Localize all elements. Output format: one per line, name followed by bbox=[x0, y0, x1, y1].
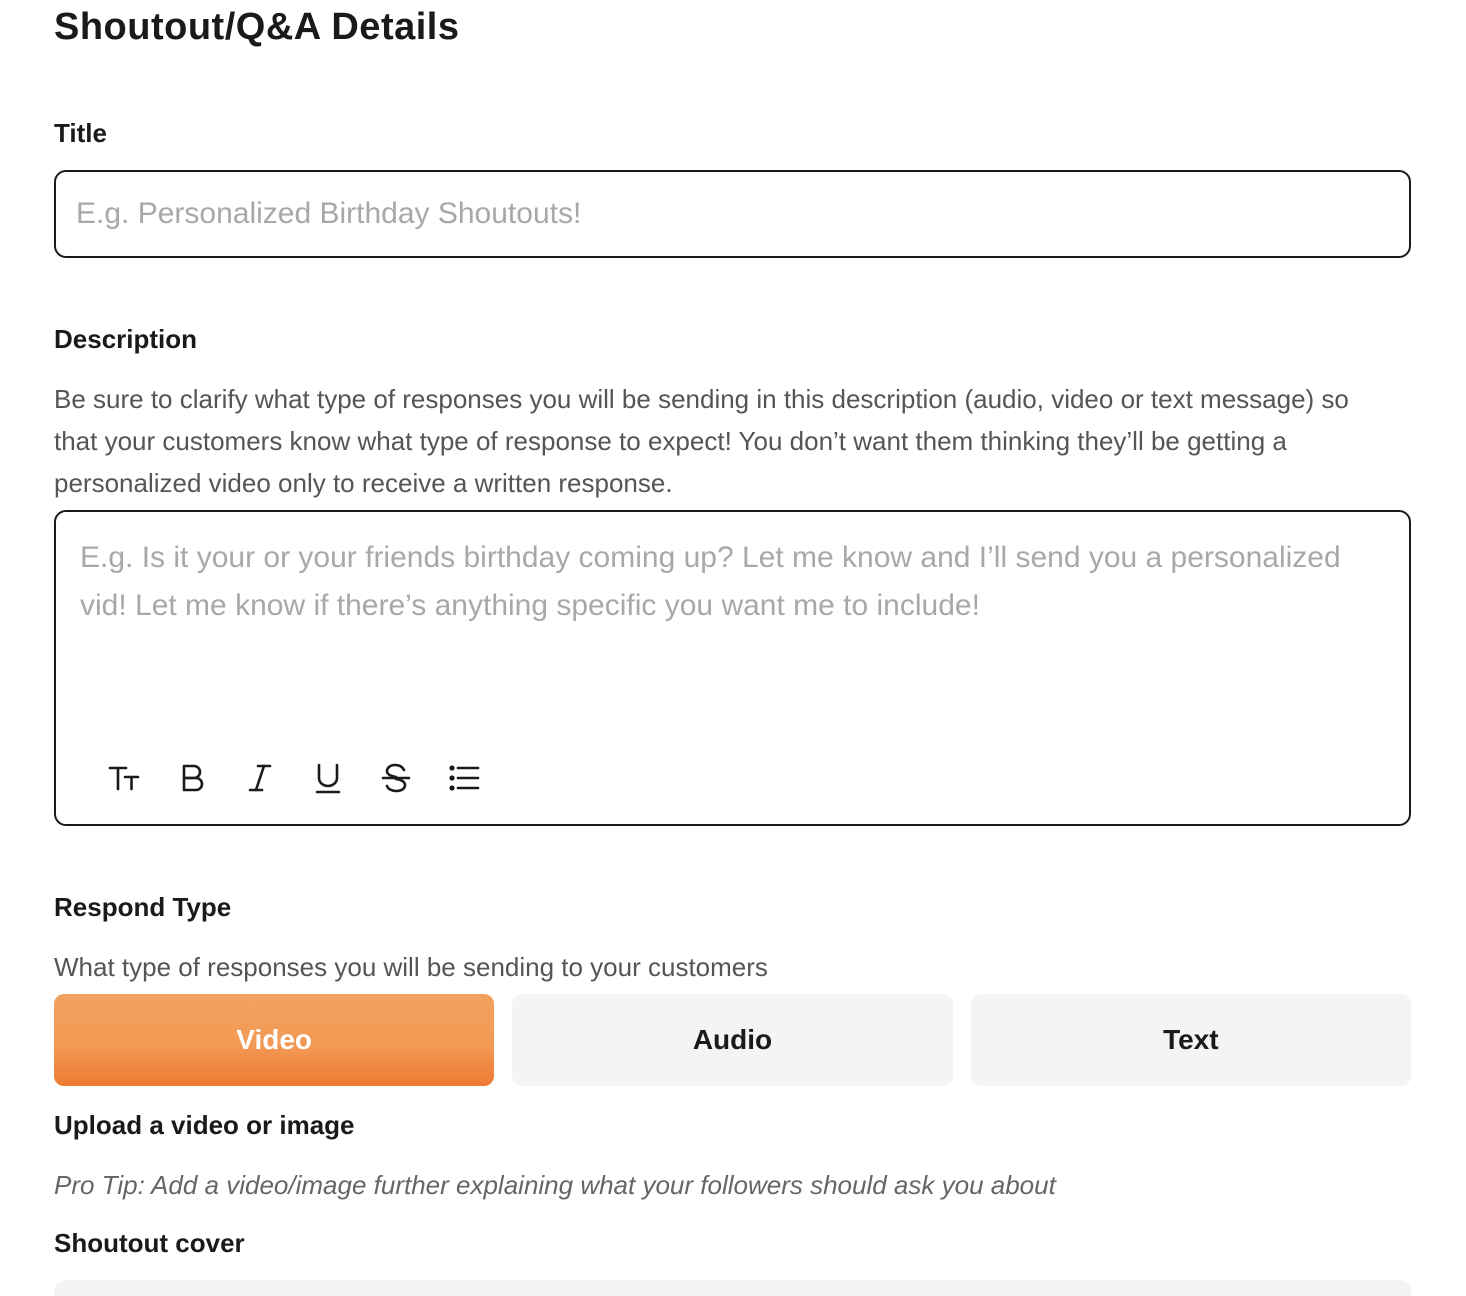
upload-label: Upload a video or image bbox=[54, 1110, 355, 1140]
strikethrough-button[interactable] bbox=[362, 756, 430, 800]
respond-type-audio-button[interactable]: Audio bbox=[512, 994, 952, 1086]
bold-button[interactable] bbox=[158, 756, 226, 800]
respond-type-help-text: What type of responses you will be sending to your customers bbox=[54, 952, 768, 982]
bulleted-list-icon bbox=[446, 760, 482, 796]
bold-icon bbox=[174, 760, 210, 796]
text-size-button[interactable] bbox=[90, 756, 158, 800]
description-textarea[interactable] bbox=[80, 534, 1360, 734]
underline-button[interactable] bbox=[294, 756, 362, 800]
respond-type-text-button[interactable]: Text bbox=[971, 994, 1411, 1086]
shoutout-cover-label: Shoutout cover bbox=[54, 1228, 245, 1258]
formatting-toolbar bbox=[90, 756, 498, 800]
italic-icon bbox=[242, 760, 278, 796]
respond-type-label: Respond Type bbox=[54, 892, 232, 922]
strikethrough-icon bbox=[378, 760, 414, 796]
shoutout-cover-dropzone[interactable] bbox=[54, 1280, 1411, 1296]
description-label: Description bbox=[54, 324, 198, 354]
italic-button[interactable] bbox=[226, 756, 294, 800]
description-help-text: Be sure to clarify what type of responses you will be sending in this description (audio, video or text message) so that your customers know what type of response to expect! You don’t want them thinking they’ll be getting a personalized video only to receive a written response. bbox=[54, 384, 1349, 498]
respond-type-selector bbox=[54, 994, 1411, 1086]
text-size-icon bbox=[106, 760, 142, 796]
underline-icon bbox=[310, 760, 346, 796]
bulleted-list-button[interactable] bbox=[430, 756, 498, 800]
page-title: Shoutout/Q&A Details bbox=[54, 6, 460, 48]
respond-type-video-button[interactable]: Video bbox=[54, 994, 494, 1086]
title-label: Title bbox=[54, 118, 107, 148]
upload-pro-tip: Pro Tip: Add a video/image further explaining what your followers should ask you about bbox=[54, 1170, 1056, 1200]
title-input[interactable] bbox=[54, 170, 1411, 258]
description-editor bbox=[54, 510, 1411, 826]
